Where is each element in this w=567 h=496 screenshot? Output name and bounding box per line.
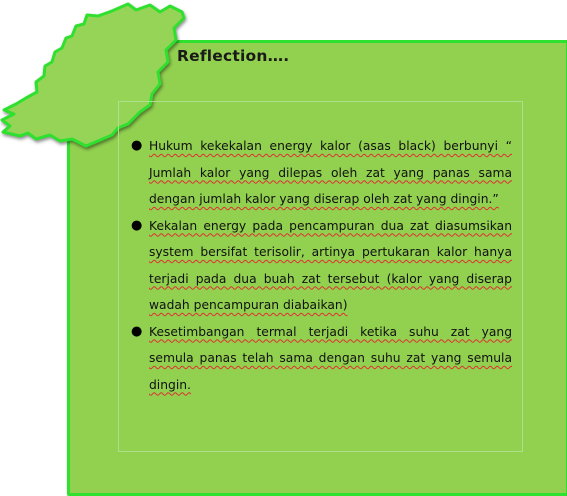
list-item-text: Kekalan energy pada pencampuran dua zat diasumsikan system bersifat terisolir, artinya pertukaran kalor hanya terjadi pada dua buah zat tersebut (kalor yang diserap wadah pencampuran diabaikan) bbox=[149, 218, 512, 312]
list-item-text: Kesetimbangan termal terjadi ketika suhu zat yang semula panas telah sama dengan suhu zat yang semula dingin. bbox=[149, 324, 512, 392]
disc-bullet-icon: ● bbox=[131, 323, 143, 339]
list-item-text: Hukum kekekalan energy kalor (asas black) berbunyi “ Jumlah kalor yang dilepas oleh zat yang panas sama dengan jumlah kalor yang diserap oleh zat yang dingin.” bbox=[149, 139, 512, 206]
disc-bullet-icon: ● bbox=[131, 138, 143, 153]
disc-bullet-icon: ● bbox=[131, 217, 143, 233]
list-item bbox=[130, 319, 512, 399]
reflection-list bbox=[130, 133, 512, 398]
list-item bbox=[130, 213, 512, 319]
list-item bbox=[130, 133, 512, 213]
reflection-title: Reflection…. bbox=[177, 47, 290, 65]
